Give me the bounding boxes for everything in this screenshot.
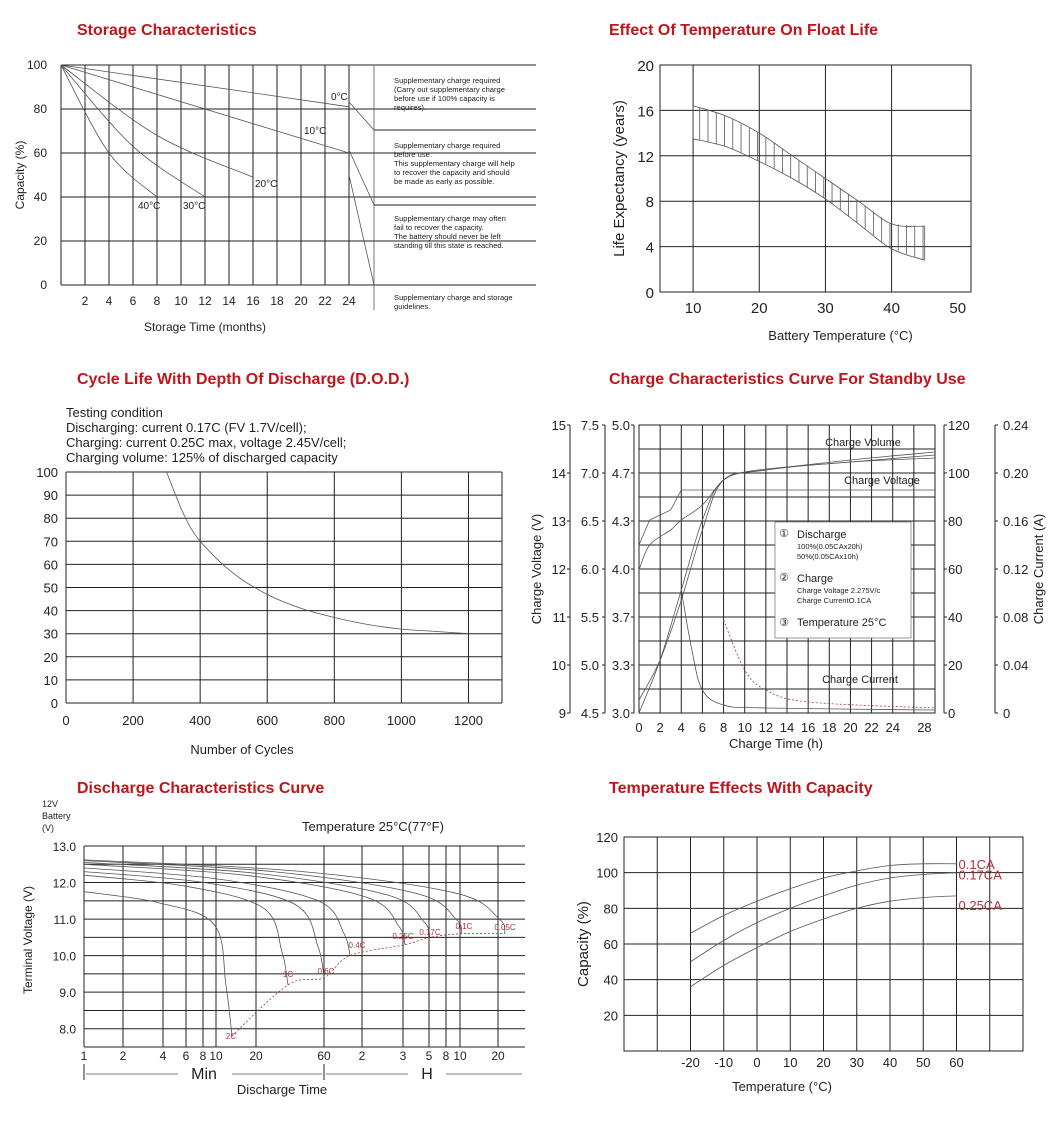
storage-x-tick: 4 xyxy=(105,294,113,308)
storage-annotation-line: guidelines. xyxy=(394,302,431,311)
charge-y-tick: 0.04 xyxy=(1003,658,1029,673)
charge-y-tick: 120 xyxy=(948,418,970,433)
discharge-header-line: Battery xyxy=(42,811,71,821)
discharge-series-curve xyxy=(84,868,350,956)
charge-series-label-current: Charge Current xyxy=(822,674,898,686)
discharge-y-tick: 8.0 xyxy=(59,1022,76,1037)
discharge-series-label: 0.4C xyxy=(348,941,366,950)
charge-y-tick: 6.0 xyxy=(580,562,599,577)
discharge-series-label: 0.17C xyxy=(419,928,441,937)
storage-connector xyxy=(349,102,374,130)
charge-y-label-left: Charge Voltage (V) xyxy=(529,513,544,625)
charge-y-tick: 15 xyxy=(551,418,566,433)
storage-annotation-text xyxy=(394,141,515,186)
charge-legend-number: ① xyxy=(779,528,789,540)
charge-y-tick: 0.12 xyxy=(1003,562,1029,577)
cycle-x-tick: 1000 xyxy=(386,713,416,728)
discharge-y-tick: 11.0 xyxy=(53,913,76,928)
storage-x-tick: 6 xyxy=(129,294,137,308)
storage-annotation-line: This supplementary charge will help xyxy=(394,159,515,168)
tempcap-x-tick: 60 xyxy=(949,1055,964,1070)
cycle-y-tick: 20 xyxy=(43,649,58,665)
cycle-test-condition-line: Discharging: current 0.17C (FV 1.7V/cell); xyxy=(66,420,307,435)
storage-annotation-line: standing till this state is reached. xyxy=(394,241,504,250)
discharge-y-tick: 10.0 xyxy=(52,949,76,964)
cycle-y-tick: 30 xyxy=(43,626,58,642)
tempcap-y-tick: 40 xyxy=(603,972,618,988)
storage-annotation-line: Supplementary charge required xyxy=(394,141,501,150)
charge-x-label: Charge Time (h) xyxy=(729,736,823,751)
discharge-series-curve xyxy=(84,892,232,1036)
charge-x-tick: 8 xyxy=(719,720,728,735)
float-x-tick: 50 xyxy=(949,300,967,317)
discharge-series-label: 1C xyxy=(282,970,294,979)
cycle-test-condition-line: Testing condition xyxy=(66,405,163,420)
storage-x-tick: 14 xyxy=(222,294,236,308)
tempcap-x-tick: -10 xyxy=(714,1055,734,1070)
float-y-label: Life Expectancy (years) xyxy=(611,100,628,257)
cycle-y-tick: 90 xyxy=(43,488,58,504)
discharge-y-label: Terminal Voltage (V) xyxy=(21,885,35,995)
storage-annotation-line: The battery should never be left xyxy=(394,232,501,241)
charge-x-tick: 0 xyxy=(635,720,643,735)
float-y-tick: 0 xyxy=(645,285,654,302)
storage-x-tick: 16 xyxy=(246,294,260,308)
charge-y-tick: 4.7 xyxy=(611,466,630,481)
cycle-x-tick: 0 xyxy=(62,713,70,728)
tempcap-y-tick: 100 xyxy=(596,865,618,881)
discharge-x-label: Discharge Time xyxy=(236,1082,328,1097)
storage-annotation-text xyxy=(394,293,513,311)
float-y-tick: 20 xyxy=(637,58,654,75)
charge-y-tick: 0.24 xyxy=(1003,418,1029,433)
discharge-x-tick: 5 xyxy=(425,1049,433,1063)
storage-series-label: 40°C xyxy=(138,201,161,212)
discharge-x-tick: 6 xyxy=(182,1049,190,1063)
charge-legend-number: ③ xyxy=(779,617,789,629)
cycle-y-tick: 60 xyxy=(43,557,58,573)
discharge-series-label: 0.25C xyxy=(392,932,414,941)
charge-legend-discharge-title: Discharge xyxy=(797,529,847,541)
charge-y-tick: 40 xyxy=(948,610,963,625)
charge-y-tick: 0 xyxy=(948,706,956,721)
charge-legend-charge-title: Charge xyxy=(797,573,834,585)
temp-capacity-chart-title: Temperature Effects With Capacity xyxy=(609,780,873,797)
storage-annotations xyxy=(394,76,515,311)
discharge-chart-title: Discharge Characteristics Curve xyxy=(77,780,325,797)
charge-series-label-volume: Charge Volume xyxy=(825,437,901,449)
cycle-test-condition-line: Charging: current 0.25C max, voltage 2.45V/cell; xyxy=(66,435,347,450)
storage-y-label: Capacity (%) xyxy=(13,140,27,210)
storage-series-label: 30°C xyxy=(183,201,206,212)
charge-y-tick: 9 xyxy=(558,706,566,721)
cycle-life-chart-title: Cycle Life With Depth Of Discharge (D.O.D.) xyxy=(77,371,410,388)
charge-series-label-voltage: Charge Voltage xyxy=(844,475,920,487)
tempcap-y-tick: 20 xyxy=(603,1008,618,1024)
storage-connector xyxy=(349,175,374,285)
discharge-header-line: (V) xyxy=(42,823,54,833)
charge-y-tick: 80 xyxy=(948,514,963,529)
storage-annotation-line: Supplementary charge required xyxy=(394,76,501,85)
charge-y-tick: 4.5 xyxy=(580,706,599,721)
cycle-x-tick: 1200 xyxy=(454,713,483,728)
float-x-label: Battery Temperature (°C) xyxy=(768,328,913,343)
float-y-tick: 8 xyxy=(645,194,654,212)
discharge-series-curve xyxy=(84,864,405,944)
discharge-x-tick: 3 xyxy=(399,1049,407,1063)
storage-y-tick: 60 xyxy=(33,146,47,160)
discharge-h-label: H xyxy=(421,1066,433,1083)
float-x-tick: 20 xyxy=(750,300,768,317)
cycle-y-tick: 70 xyxy=(43,534,58,550)
discharge-min-label: Min xyxy=(191,1066,217,1083)
charge-y-tick: 10 xyxy=(551,658,566,673)
charge-x-tick: 10 xyxy=(737,720,752,735)
float-y-tick: 12 xyxy=(637,148,654,166)
charge-y-tick: 60 xyxy=(948,562,963,577)
tempcap-x-tick: 50 xyxy=(916,1055,931,1070)
charge-legend-discharge-line: 100%(0.05CAx20h) xyxy=(797,542,863,551)
cycle-y-tick: 80 xyxy=(43,511,58,527)
cycle-test-condition-line: Charging volume: 125% of discharged capacity xyxy=(66,450,338,465)
charge-y-tick: 100 xyxy=(948,466,970,481)
tempcap-y-tick: 80 xyxy=(603,901,618,917)
discharge-x-tick: 10 xyxy=(453,1049,467,1063)
charge-y-tick: 5.0 xyxy=(611,418,630,433)
cycle-y-tick: 10 xyxy=(43,672,58,688)
discharge-x-tick: 8 xyxy=(199,1049,207,1063)
charge-y-tick: 7.5 xyxy=(580,418,599,433)
discharge-x-tick: 4 xyxy=(159,1049,167,1063)
charge-y-tick: 3.7 xyxy=(611,610,630,625)
storage-annotation-line: be made as early as possible. xyxy=(394,177,495,186)
float-life-chart-title: Effect Of Temperature On Float Life xyxy=(609,22,879,39)
charge-y-tick: 20 xyxy=(948,658,963,673)
float-x-tick: 40 xyxy=(883,300,900,317)
discharge-cutoff-curve xyxy=(232,933,505,1036)
storage-x-label: Storage Time (months) xyxy=(143,320,267,334)
storage-y-tick: 100 xyxy=(26,58,47,72)
charge-y-tick: 4.3 xyxy=(611,514,630,529)
discharge-header-line: 12V xyxy=(42,799,59,809)
charge-legend-number: ② xyxy=(779,572,789,584)
cycle-x-tick: 200 xyxy=(122,713,144,728)
charge-x-tick: 18 xyxy=(822,720,837,735)
charge-y-tick: 3.3 xyxy=(611,658,630,673)
storage-x-tick: 24 xyxy=(342,294,356,308)
cycle-y-tick: 40 xyxy=(43,603,58,619)
storage-annotation-text xyxy=(394,214,506,250)
discharge-series-curve xyxy=(84,872,324,978)
discharge-x-tick: 10 xyxy=(209,1049,223,1063)
storage-y-tick: 20 xyxy=(33,234,47,248)
float-x-tick: 30 xyxy=(817,300,834,317)
storage-x-tick: 2 xyxy=(81,294,89,308)
storage-y-tick: 80 xyxy=(33,102,47,116)
storage-annotation-line: requires). xyxy=(394,103,427,112)
charge-x-tick: 2 xyxy=(656,720,664,735)
charge-y-tick: 5.5 xyxy=(580,610,599,625)
storage-y-tick: 40 xyxy=(33,190,47,204)
discharge-temperature: Temperature 25°C(77°F) xyxy=(302,819,444,834)
storage-x-tick: 8 xyxy=(153,294,161,308)
discharge-series-label: 0.6C xyxy=(317,967,335,976)
charge-y-tick: 0.16 xyxy=(1003,514,1029,529)
charge-y-tick: 11 xyxy=(552,610,566,625)
float-y-tick: 16 xyxy=(637,103,654,121)
storage-series-label: 10°C xyxy=(304,126,327,137)
tempcap-x-label: Temperature (°C) xyxy=(732,1079,832,1094)
charge-x-tick: 16 xyxy=(800,720,816,735)
discharge-y-tick: 12.0 xyxy=(52,876,76,891)
storage-series-label: 0°C xyxy=(331,92,348,103)
discharge-x-tick: 2 xyxy=(358,1049,366,1063)
charge-chart-title: Charge Characteristics Curve For Standby Use xyxy=(609,371,966,388)
charge-y-tick: 7.0 xyxy=(580,466,599,481)
storage-annotation-line: fail to recover the capacity. xyxy=(394,223,484,232)
tempcap-y-label: Capacity (%) xyxy=(575,901,592,987)
discharge-series-label: 2C xyxy=(225,1032,237,1041)
cycle-x-tick: 400 xyxy=(189,713,212,728)
discharge-series-curve xyxy=(84,862,430,937)
tempcap-x-tick: 40 xyxy=(882,1055,898,1070)
storage-annotation-line: before use. xyxy=(394,150,432,159)
tempcap-y-tick: 120 xyxy=(596,830,618,845)
charge-y-tick: 0 xyxy=(1003,706,1011,721)
cycle-x-label: Number of Cycles xyxy=(190,742,294,757)
charge-x-tick: 28 xyxy=(917,720,932,735)
discharge-x-tick: 1 xyxy=(80,1049,88,1063)
tempcap-x-tick: 0 xyxy=(753,1055,761,1070)
float-y-tick: 4 xyxy=(645,239,654,257)
charge-y-tick: 3.0 xyxy=(611,706,630,721)
discharge-x-tick: 8 xyxy=(442,1049,450,1063)
charge-legend-charge-line: Charge Voltage 2.275V/c xyxy=(797,586,881,595)
charge-legend-discharge-line: 50%(0.05CAx10h) xyxy=(797,552,859,561)
tempcap-x-tick: 30 xyxy=(849,1055,864,1070)
tempcap-x-tick: 20 xyxy=(816,1055,831,1070)
float-x-tick: 10 xyxy=(684,300,702,317)
discharge-x-tick: 20 xyxy=(249,1049,263,1063)
charge-y-tick: 5.0 xyxy=(580,658,599,673)
storage-y-tick: 0 xyxy=(40,278,47,292)
charge-y-tick: 6.5 xyxy=(580,514,599,529)
discharge-x-tick: 20 xyxy=(491,1049,505,1063)
charge-y-tick: 13 xyxy=(551,514,566,529)
cycle-y-tick: 0 xyxy=(50,696,58,711)
storage-x-tick: 20 xyxy=(294,294,308,308)
discharge-series-curve xyxy=(84,860,505,934)
charge-x-tick: 24 xyxy=(885,720,900,735)
discharge-x-tick: 2 xyxy=(119,1049,127,1063)
tempcap-series-label: 0.17CA xyxy=(958,867,1002,883)
discharge-y-tick: 9.0 xyxy=(59,986,76,1001)
storage-x-tick: 22 xyxy=(318,294,332,308)
storage-annotation-line: Supplementary charge and storage xyxy=(394,293,513,302)
tempcap-series-label: 0.25CA xyxy=(958,897,1002,913)
tempcap-series-label: 0.1CA xyxy=(958,856,995,872)
storage-x-tick: 10 xyxy=(174,294,188,308)
charge-legend-charge-line: Charge CurrentO.1CA xyxy=(797,596,872,605)
storage-annotation-line: (Carry out supplementary charge xyxy=(394,85,506,94)
charge-y-tick: 0.20 xyxy=(1003,466,1029,481)
tempcap-x-tick: -20 xyxy=(681,1055,700,1070)
charge-y-tick: 12 xyxy=(551,562,566,577)
charge-y-tick: 0.08 xyxy=(1003,610,1029,625)
storage-chart-title: Storage Characteristics xyxy=(77,22,257,39)
cycle-x-tick: 800 xyxy=(323,713,346,728)
discharge-x-tick: 60 xyxy=(317,1049,331,1063)
charge-x-tick: 4 xyxy=(677,720,685,735)
storage-series-label: 20°C xyxy=(255,179,278,190)
discharge-series-label: 0.05C xyxy=(494,923,516,932)
cycle-life-curve xyxy=(167,472,469,634)
discharge-series-label: 0.1C xyxy=(455,922,473,931)
charge-y-label-right: Charge Current (A) xyxy=(1031,513,1046,625)
charge-x-tick: 6 xyxy=(698,720,707,735)
cycle-y-tick: 100 xyxy=(36,465,58,480)
discharge-y-tick: 13.0 xyxy=(52,840,76,854)
charge-x-tick: 14 xyxy=(779,720,795,735)
charge-y-tick: 4.0 xyxy=(611,562,630,577)
charge-x-tick: 20 xyxy=(843,720,858,735)
storage-annotation-line: Supplementary charge may often xyxy=(394,214,506,223)
charge-x-tick: 22 xyxy=(864,720,879,735)
cycle-x-tick: 600 xyxy=(256,713,279,728)
tempcap-x-tick: 10 xyxy=(783,1055,798,1070)
charge-y-tick: 14 xyxy=(551,466,566,481)
cycle-y-tick: 50 xyxy=(43,580,58,596)
storage-annotation-text xyxy=(394,76,505,112)
float-upper-bound xyxy=(693,106,925,227)
storage-x-tick: 18 xyxy=(270,294,284,308)
storage-x-tick: 12 xyxy=(198,294,212,308)
storage-annotation-line: before use if 100% capacity is xyxy=(394,94,495,103)
storage-annotation-line: to recover the capacity and should xyxy=(394,168,510,177)
charge-legend-temperature: Temperature 25°C xyxy=(797,617,887,629)
charge-x-tick: 12 xyxy=(758,720,774,735)
tempcap-y-tick: 60 xyxy=(603,937,618,952)
